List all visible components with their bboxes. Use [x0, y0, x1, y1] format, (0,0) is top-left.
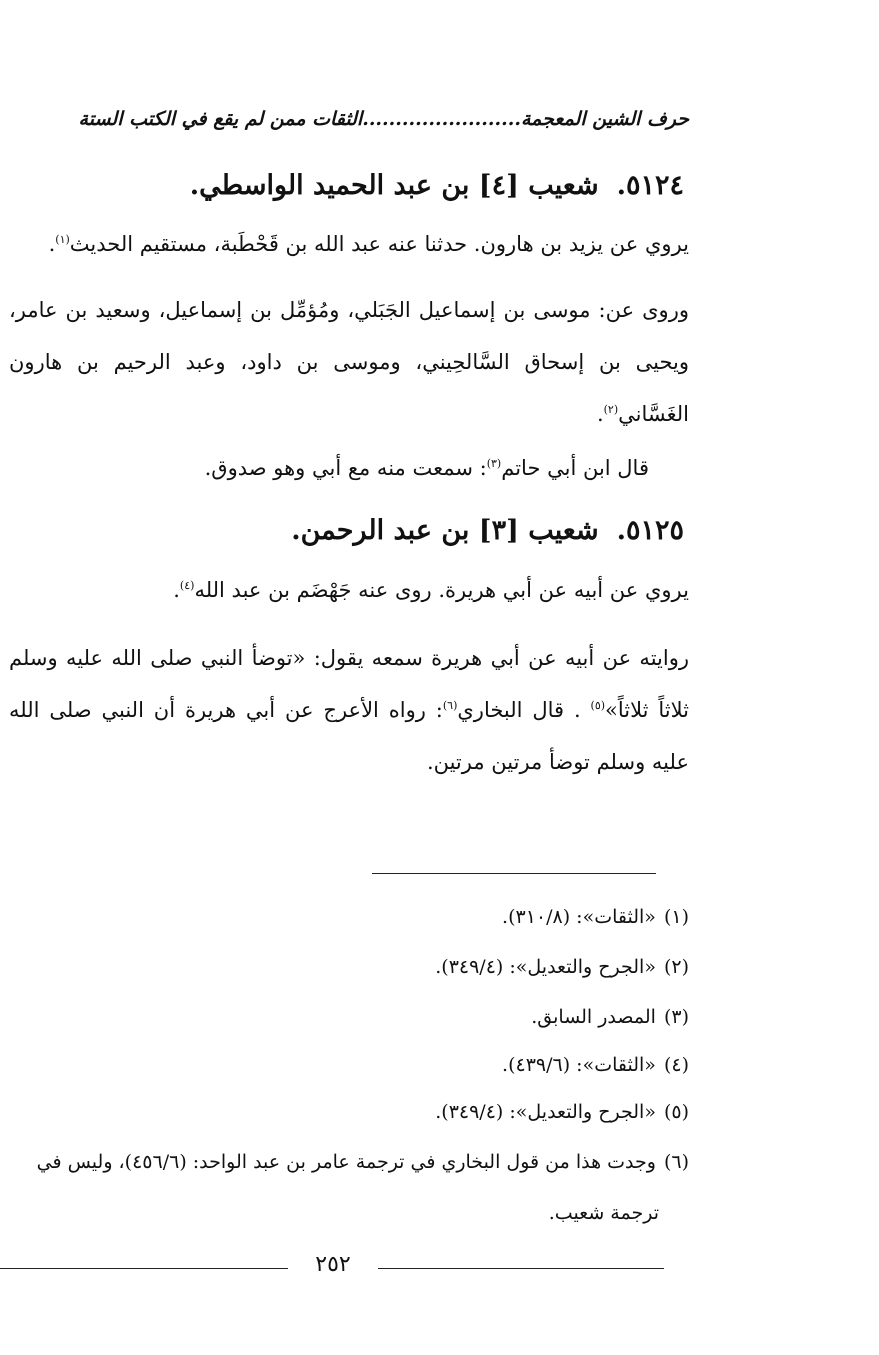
footnote-separator	[372, 873, 656, 874]
paragraph-3	[205, 456, 649, 480]
running-head-leader-dots: ........................	[362, 108, 521, 130]
footnote-number: (٣)	[663, 1006, 689, 1028]
bottom-rule-left	[0, 1268, 288, 1269]
paragraph-5	[9, 632, 689, 788]
footnote-5	[435, 1101, 689, 1123]
footnote-text: وجدت هذا من قول البخاري في ترجمة عامر بن عبد الواحد: (٤٥٦/٦)، وليس في	[36, 1151, 656, 1173]
footnote-ref-6[interactable]: (٦)	[442, 699, 458, 712]
footnote-6	[1, 1151, 689, 1173]
entry-heading-5124	[190, 170, 684, 201]
paragraph-1	[49, 232, 689, 256]
running-head	[29, 108, 689, 130]
footnote-ref-4[interactable]: (٤)	[179, 579, 195, 592]
entry-number: ٥١٢٤.	[616, 170, 684, 201]
footnote-1	[502, 906, 689, 928]
footnote-text: «الجرح والتعديل»: (٣٤٩/٤).	[435, 956, 656, 978]
footnote-text: «الجرح والتعديل»: (٣٤٩/٤).	[435, 1101, 656, 1123]
entry-name: شعيب [٤] بن عبد الحميد الواسطي.	[189, 170, 599, 201]
running-head-book-title: الثقات ممن لم يقع في الكتب الستة	[78, 108, 363, 130]
paragraph-4	[173, 578, 689, 602]
footnote-ref-2[interactable]: (٢)	[603, 403, 619, 416]
footnote-text: «الثقات»: (٤٣٩/٦).	[502, 1054, 656, 1076]
footnote-ref-1[interactable]: (١)	[55, 233, 70, 246]
bottom-rule-right	[378, 1268, 664, 1269]
paragraph-text: يروي عن يزيد بن هارون. حدثنا عنه عبد الله بن قَحْطَبة، مستقيم الحديث	[69, 232, 689, 256]
paragraph-2	[9, 284, 689, 440]
entry-number: ٥١٢٥.	[616, 515, 684, 546]
paragraph-end: .	[48, 232, 56, 256]
paragraph-text: روايته عن أبيه عن أبي هريرة سمعه يقول: «توضأ النبي صلى الله عليه وسلم ثلاثاً ثلاثاً»	[9, 646, 690, 722]
footnote-3	[531, 1006, 689, 1028]
footnote-text: المصدر السابق.	[531, 1006, 656, 1028]
entry-name: شعيب [٣] بن عبد الرحمن.	[291, 515, 599, 546]
footnote-2	[435, 956, 689, 978]
entry-heading-5125	[291, 515, 684, 546]
paragraph-text: يروي عن أبيه عن أبي هريرة. روى عنه جَهْضَم بن عبد الله	[194, 578, 689, 602]
paragraph-end: .	[173, 578, 180, 602]
paragraph-text-mid: . قال البخاري	[457, 698, 591, 722]
footnote-number: (١)	[663, 906, 689, 928]
footnote-ref-3[interactable]: (٣)	[486, 457, 502, 470]
footnote-number: (٢)	[663, 956, 689, 978]
footnote-text: «الثقات»: (٣١٠/٨).	[502, 906, 656, 928]
footnote-number: (٦)	[663, 1151, 689, 1173]
paragraph-end: : سمعت منه مع أبي وهو صدوق.	[204, 456, 487, 480]
footnote-4	[502, 1054, 689, 1076]
paragraph-end: .	[596, 402, 604, 426]
paragraph-text: قال ابن أبي حاتم	[501, 456, 649, 480]
footnote-ref-5[interactable]: (٥)	[590, 699, 606, 712]
footnote-6-continuation: ترجمة شعيب.	[548, 1202, 659, 1224]
paragraph-text: وروى عن: موسى بن إسماعيل الجَبَلي، ومُؤمِّل بن إسماعيل، وسعيد بن عامر، ويحيى بن إسحاق السَّالحِيني، وموسى بن داود، وعبد الرحيم بن هارون الغَسَّاني	[9, 298, 689, 426]
footnote-number: (٤)	[663, 1054, 689, 1076]
running-head-section: حرف الشين المعجمة	[520, 108, 689, 130]
paragraph-end: : رواه الأعرج عن أبي هريرة أن النبي صلى الله عليه وسلم توضأ مرتين مرتين.	[9, 698, 689, 774]
footnote-number: (٥)	[663, 1101, 689, 1123]
page-number: ٢٥٢	[315, 1252, 351, 1277]
